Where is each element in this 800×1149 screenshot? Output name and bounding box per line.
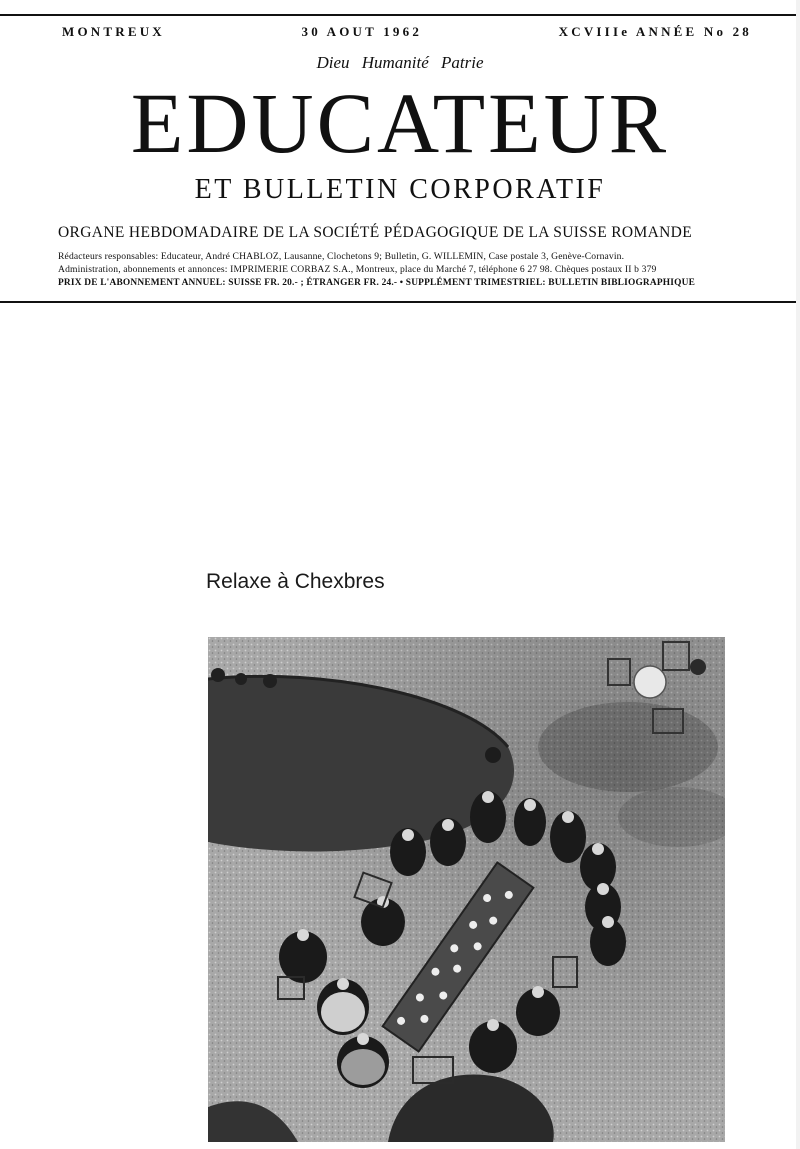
editors-line: Rédacteurs responsables: Educateur, André CHABLOZ, Lausanne, Clochetons 9; Bulletin, G. WILLEMIN, Case postale 3, Genève-Cornavin. [58, 251, 625, 262]
price-line: PRIX DE L'ABONNEMENT ANNUEL: SUISSE FR. 20.- ; ÉTRANGER FR. 24.- • SUPPLÉMENT TRIMESTRIEL: BULLETIN BIBLIOGRAPHIQUE [58, 278, 696, 288]
date-label: 30 AOUT 1962 [301, 24, 423, 39]
article-photo [208, 637, 725, 1142]
masthead-subtitle: ET BULLETIN CORPORATIF [194, 174, 606, 205]
bottom-rule [0, 301, 796, 303]
organ-line: ORGANE HEBDOMADAIRE DE LA SOCIÉTÉ PÉDAGOGIQUE DE LA SUISSE ROMANDE [58, 224, 693, 241]
place-label: MONTREUX [62, 24, 165, 39]
top-rule [0, 14, 796, 16]
issue-meta-row [62, 24, 752, 40]
masthead-title: EDUCATEUR [130, 75, 670, 171]
article-title: Relaxe à Chexbres [206, 570, 385, 593]
motto: Dieu Humanité Patrie [316, 53, 484, 72]
issue-label: XCVIIIe ANNÉE No 28 [558, 24, 752, 39]
admin-line: Administration, abonnements et annonces: IMPRIMERIE CORBAZ S.A., Montreux, place du Marché 7, téléphone 6 27 98. Chèques postaux II b 379 [58, 264, 657, 275]
page-edge [796, 0, 800, 1149]
